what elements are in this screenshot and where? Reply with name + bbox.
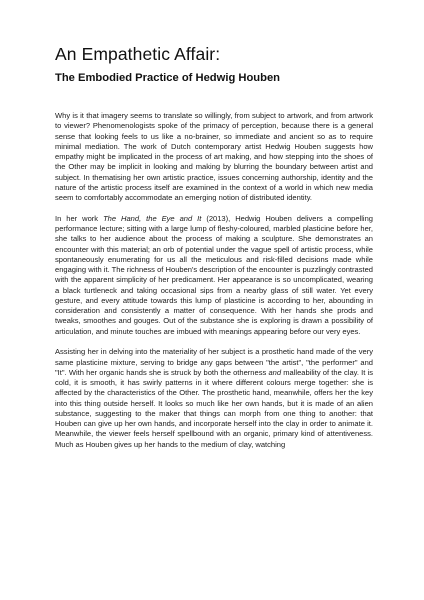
work-title: The Hand, the Eye and It bbox=[103, 213, 202, 223]
document-title: An Empathetic Affair: bbox=[55, 44, 221, 64]
emphasis-word: and bbox=[268, 367, 282, 377]
document-body bbox=[55, 111, 373, 450]
paragraph-intro: Why is it that imagery seems to translate so willingly, from subject to artwork, and from artwork to viewer? Phenomenologists spoke of the primacy of perception, because there is a general sense that looking feels to us like a no-brainer, so immediate and ancient so as to require minimal mediation. The work of Dutch contemporary artist Hedwig Houben suggests how empathy might be implicated in the process of art making, and how stepping into the shoes of the Other may be implicit in looking and making by blurring the boundary between artist and subject. In thematising her own artistic practice, issues concerning authorship, identity and the nature of the artistic process itself are examined in the context of a world in which new media seem to comfortably accommodate an emerging notion of distributed identity. bbox=[55, 111, 373, 202]
paragraph-performance bbox=[55, 214, 373, 337]
paragraph-rest: malleability of the clay. It is cold, it is smooth, it has swirly patterns in it where different colours merge together: she is affected by the characteristics of the Other. The prosthetic hand, meanwhile, offers her the key into this thing outside herself. It looks so much like her own hands, but it is made of an alien substance, suggesting to the maker that things can morph from one thing to another: that Houben can give up her own hands, and incorporate herself into the clay in order to animate it. Meanwhile, the viewer feels herself spellbound with an organic, primary kind of attentiveness. Much as Houben gives up her hands to the medium of clay, watching bbox=[55, 367, 374, 449]
paragraph-lead: In her work bbox=[55, 213, 104, 223]
paragraph-prosthetic-hand bbox=[55, 347, 373, 450]
paragraph-lead: Assisting her in delving into the materiality of her subject is a prosthetic hand made of the very same plasticine mixture, serving to bridge any gaps between "the artist", "the performer" and "It". With her organic hands she is struck by both the otherness bbox=[55, 347, 373, 377]
document-page bbox=[55, 44, 373, 460]
document-subtitle: The Embodied Practice of Hedwig Houben bbox=[55, 72, 281, 84]
paragraph-rest: (2013), Hedwig Houben delivers a compelling performance lecture; sitting with a large lump of fleshy-coloured, marbled plasticine before her, she talks to her audience about the process of making a sculpture. She demonstrates an encounter with this material; an orb of potential under the vague spell of artistic process, while spontaneously enumerating for us all the meticulous and risk-filled decisions made while engaging with it. The richness of Houben's description of the encounter is puzzlingly contrasted with the apparent simplicity of her predicament. Her appearance is so uncomplicated, wearing a black turtleneck and taking occasional sips from a nearby glass of still water. Yet every gesture, and every attitude towards this lump of plasticine is according to her, abounding in consideration and consistently a matter of consequence. With her hands she prods and tweaks, smoothes and gouges. Out of the substance she is exploring is drawn a possibility of articulation, and minute touches are imbued with meanings appearing before our very eyes. bbox=[55, 213, 373, 336]
